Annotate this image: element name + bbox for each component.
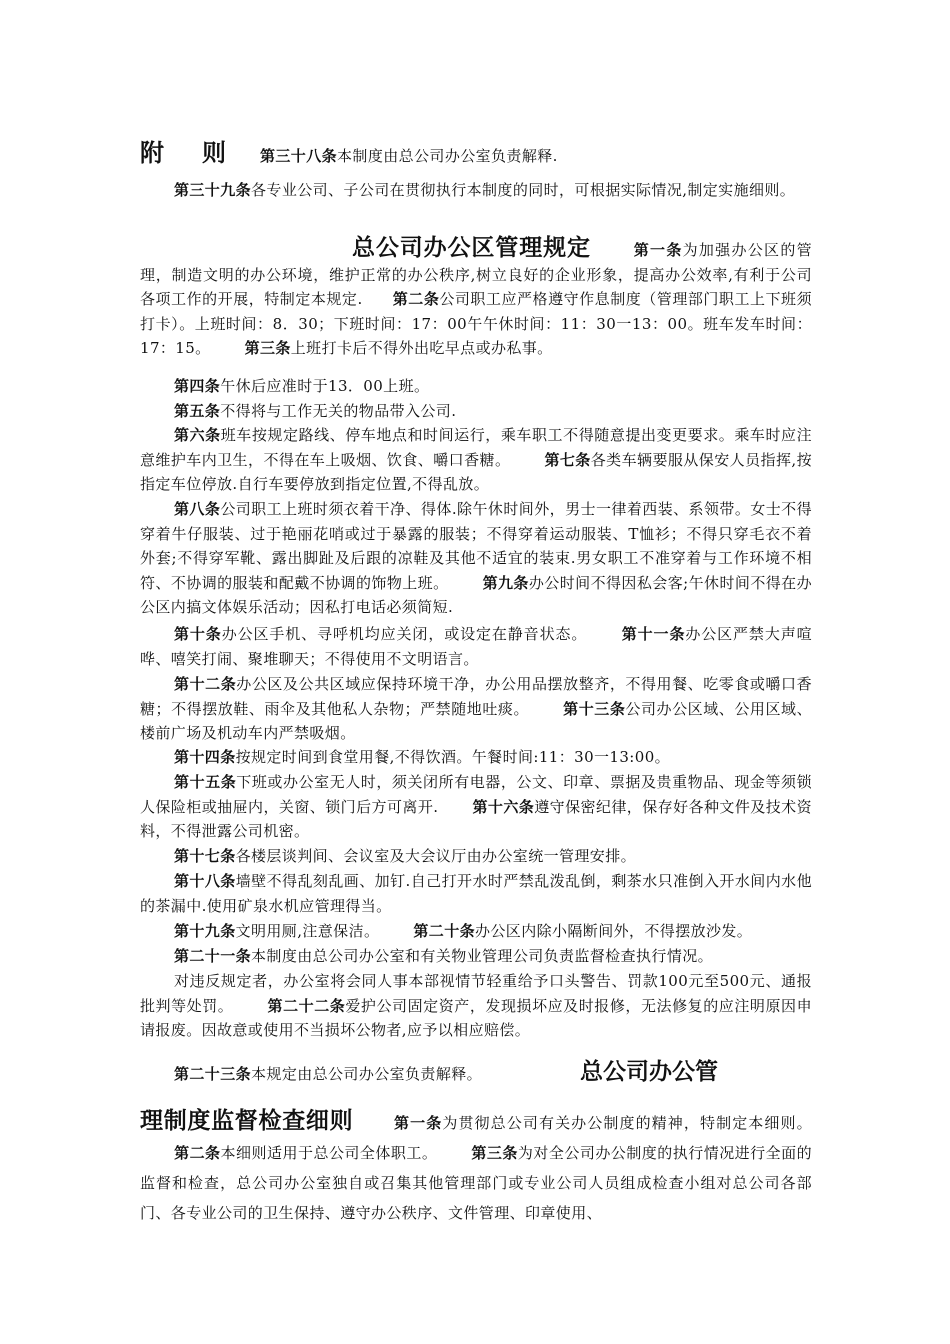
- rules-article-18-number: 第十八条: [174, 872, 236, 890]
- rules-article-10-11-paragraph: [140, 622, 812, 671]
- office-rules-lead-paragraph: [140, 236, 812, 361]
- rules-article-6-number: 第六条: [174, 426, 221, 444]
- rules-penalty-text: 对违反规定者，办公室将会同人事本部视情节轻重给予口头警告、罚款100元至500元、通报批判等处罚。: [140, 972, 812, 1015]
- rules-article-10-text: 办公区手机、寻呼机均应关闭，或设定在静音状态。: [221, 625, 588, 643]
- rules-penalty-article-22-paragraph: [140, 969, 812, 1043]
- rules-article-3-text: 上班打卡后不得外出吃早点或办私事。: [290, 339, 553, 357]
- rules-article-15-text: 下班或办公室无人时，须关闭所有电器，公文、印章、票据及贵重物品、现金等须锁人保险柜或抽屉内，关窗、锁门后方可离开.: [140, 773, 812, 816]
- rules-article-13-number: 第十三条: [563, 699, 626, 718]
- article-39-number: 第三十九条: [174, 181, 252, 199]
- supervision-title-line: [140, 1106, 812, 1228]
- supervision-title-part-b: 理制度监督检查细则: [140, 1107, 354, 1134]
- rules-article-5-number: 第五条: [174, 402, 221, 420]
- rules-article-19-number: 第十九条: [174, 922, 236, 940]
- rules-article-11-number: 第十一条: [621, 625, 686, 643]
- rules-article-3-number: 第三条: [244, 339, 291, 357]
- rules-article-1-number: 第一条: [632, 241, 683, 259]
- rules-article-17-number: 第十七条: [174, 847, 236, 865]
- rules-article-13-text: 公司办公区域、公用区域、楼前广场及机动车内严禁吸烟。: [140, 699, 812, 742]
- rules-article-6-text: 班车按规定路线、停车地点和时间运行，乘车职工不得随意提出变更要求。乘车时应注意维护车内卫生，不得在车上吸烟、饮食、嚼口香糖。: [140, 426, 812, 469]
- rules-article-15-number: 第十五条: [174, 773, 237, 791]
- rules-article-2-number: 第二条: [392, 290, 440, 308]
- rules-article-14-paragraph: [140, 745, 812, 770]
- supervision-title-part-a: 总公司办公管: [580, 1058, 719, 1085]
- rules-article-4-text: 午休后应准时于13．00上班。: [220, 377, 430, 395]
- rules-article-7-text: 各类车辆要服从保安人员指挥,按指定车位停放.自行车要停放到指定位置,不得乱放。: [140, 450, 812, 493]
- article-38-text: 本制度由总公司办公室负责解释.: [337, 147, 558, 165]
- supervision-article-1-number: 第一条: [393, 1114, 443, 1132]
- rules-article-12-number: 第十二条: [174, 675, 237, 693]
- rules-article-18-text: 墙壁不得乱刻乱画、加钉.自己打开水时严禁乱泼乱倒，剩茶水只准倒入开水间内水他的茶漏中.使用矿泉水机应管理得当。: [140, 872, 812, 915]
- supervision-article-3-number: 第三条: [471, 1144, 518, 1162]
- rules-article-16-number: 第十六条: [472, 797, 535, 816]
- rules-article-5-paragraph: [140, 399, 812, 424]
- rules-article-19-text: 文明用厕,注意保洁。: [235, 922, 380, 940]
- rules-article-8-9-paragraph: [140, 497, 812, 620]
- supervision-article-2-number: 第二条: [174, 1144, 221, 1162]
- rules-article-19-20-paragraph: [140, 919, 812, 944]
- rules-article-10-number: 第十条: [174, 625, 222, 643]
- rules-article-12-13-paragraph: [140, 672, 812, 746]
- rules-article-1-text: 为加强办公区的管理，制造文明的办公环境，维护正常的办公秩序,树立良好的企业形象，提高办公效率,有利于公司各项工作的开展，特制定本规定.: [140, 241, 813, 308]
- rules-article-18-paragraph: [140, 869, 812, 918]
- supervision-article-1-text: 为贯彻总公司有关办公制度的精神，特制定本细则。: [442, 1114, 813, 1132]
- rules-article-23-paragraph: [140, 1057, 812, 1089]
- rules-article-12-text: 办公区及公共区域应保持环境干净，办公用品摆放整齐，不得用餐、吃零食或嚼口香糖；不得摆放鞋、雨伞及其他私人杂物；严禁随地吐痰。: [140, 675, 812, 718]
- rules-article-20-number: 第二十条: [413, 922, 475, 940]
- rules-article-6-7-paragraph: [140, 423, 812, 497]
- article-38-number: 第三十八条: [260, 147, 338, 165]
- rules-article-5-text: 不得将与工作无关的物品带入公司.: [220, 402, 457, 420]
- rules-article-17-text: 各楼层谈判间、会议室及大会议厅由办公室统一管理安排。: [235, 847, 637, 865]
- rules-article-2-text: 公司职工应严格遵守作息制度（管理部门职工上下班须打卡）。上班时间：8．30；下班时间：17：00午午休时间：11：30一13：00。班车发车时间：17：15。: [140, 290, 812, 357]
- rules-article-8-number: 第八条: [174, 500, 221, 518]
- rules-article-17-paragraph: [140, 844, 812, 869]
- rules-article-22-number: 第二十二条: [267, 996, 346, 1015]
- article-39-paragraph: [140, 178, 812, 203]
- rules-article-16-text: 遵守保密纪律，保存好各种文件及技术资料，不得泄露公司机密。: [140, 797, 812, 840]
- supervision-article-2-text: 本细则适用于总公司全体职工。: [220, 1144, 438, 1162]
- rules-article-22-text: 爱护公司固定资产，发现损坏应及时报修，无法修复的应注明原因申请报废。因故意或使用不当损坏公物者,应予以相应赔偿。: [140, 996, 812, 1039]
- rules-article-4-paragraph: [140, 374, 812, 399]
- appendix-heading-fu: 附: [140, 138, 164, 167]
- appendix-heading-ze: 则: [202, 138, 226, 167]
- rules-article-14-text: 按规定时间到食堂用餐,不得饮酒。午餐时间:11：30一13:00。: [235, 748, 671, 766]
- rules-article-9-number: 第九条: [482, 573, 529, 592]
- rules-article-4-number: 第四条: [174, 377, 221, 395]
- article-39-text: 各专业公司、子公司在贯彻执行本制度的同时，可根据实际情况,制定实施细则。: [251, 181, 796, 199]
- rules-article-23-number: 第二十三条: [174, 1065, 252, 1083]
- rules-article-21-number: 第二十一条: [174, 947, 252, 965]
- rules-article-11-text: 办公区严禁大声喧哗、嘻笑打闹、聚堆聊天；不得使用不文明语言。: [140, 625, 813, 668]
- rules-article-23-text: 本规定由总公司办公室负责解释。: [251, 1065, 483, 1083]
- supervision-article-3-text: 为对全公司办公制度的执行情况进行全面的监督和检查，总公司办公室独自或召集其他管理部门或专业公司人员组成检查小组对总公司各部门、各专业公司的卫生保持、遵守办公秩序、文件管理、印章使用、: [140, 1144, 813, 1222]
- rules-article-7-number: 第七条: [544, 450, 591, 469]
- rules-article-21-paragraph: [140, 944, 812, 969]
- rules-article-21-text: 本制度由总公司办公室和有关物业管理公司负责监督检查执行情况。: [251, 947, 714, 965]
- appendix-heading-line: [140, 138, 812, 171]
- rules-article-20-text: 办公区内除小隔断间外，不得摆放沙发。: [475, 922, 753, 940]
- rules-article-8-text: 公司职工上班时须衣着干净、得体.除午休时间外，男士一律着西装、系领带。女士不得穿着牛仔服装、过于艳丽花哨或过于暴露的服装；不得穿着运动服装、T恤衫；不得只穿毛衣不着外套;不得穿军靴、露出脚趾及后跟的凉鞋及其他不适宜的装束.男女职工不准穿着与工作环境不相符、不协调的服装和配戴不协调的饰物上班。: [140, 500, 813, 592]
- rules-article-9-text: 办公时间不得因私会客;午休时间不得在办公区内搞文体娱乐活动；因私打电话必须简短.: [140, 573, 812, 616]
- rules-article-15-16-paragraph: [140, 770, 812, 844]
- office-rules-title: 总公司办公区管理规定: [352, 234, 591, 261]
- rules-article-14-number: 第十四条: [174, 748, 236, 766]
